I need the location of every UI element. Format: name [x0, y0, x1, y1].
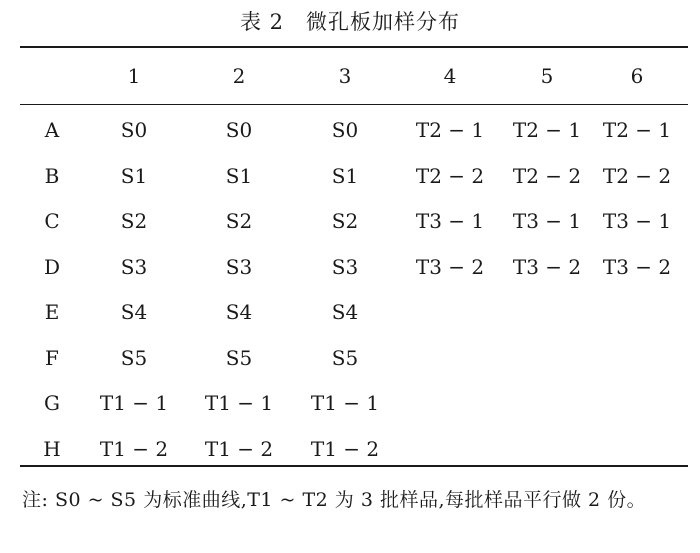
table-cell: T3 − 1 [415, 209, 485, 233]
table-cell: T1 − 1 [310, 391, 380, 415]
column-header: 6 [630, 64, 644, 88]
table-title [0, 6, 700, 36]
table-cell: S4 [120, 300, 148, 324]
row-label: H [43, 436, 61, 461]
table-cell: T2 − 2 [415, 163, 485, 188]
table-cell: T1 − 1 [99, 391, 169, 415]
table-cell: S5 [225, 345, 253, 370]
table-cell: S1 [120, 163, 148, 188]
row-label: D [43, 254, 61, 279]
table-cell: T1 − 1 [204, 391, 274, 415]
table-cell: S5 [120, 345, 148, 370]
column-header: 3 [338, 64, 352, 88]
column-header: 2 [232, 64, 246, 88]
row-label: A [44, 118, 60, 142]
column-header: 1 [127, 64, 141, 88]
table-cell: S0 [120, 118, 148, 142]
table-cell: T3 − 1 [602, 209, 672, 233]
table-cell: S2 [331, 209, 359, 233]
table-cell: T1 − 2 [204, 436, 274, 461]
table-cell: S0 [331, 118, 359, 142]
table-cell: S3 [331, 254, 359, 279]
table-title-text: 微孔板加样分布 [306, 10, 461, 34]
table-cell: S5 [331, 345, 359, 370]
table-cell: T3 − 1 [512, 209, 582, 233]
column-header: 4 [443, 64, 457, 88]
table-cell: T2 − 1 [415, 118, 485, 142]
table-top-rule [20, 46, 688, 48]
row-label: E [44, 300, 60, 324]
table-cell: S4 [225, 300, 253, 324]
column-header: 5 [540, 64, 554, 88]
table-cell: S4 [331, 300, 359, 324]
table-cell: T3 − 2 [512, 254, 582, 279]
row-label: G [44, 391, 60, 415]
table-cell: S1 [331, 163, 359, 188]
row-label: B [44, 163, 60, 188]
table-bottom-rule [20, 465, 688, 467]
table-cell: T3 − 2 [415, 254, 485, 279]
row-label: F [45, 345, 59, 370]
table-cell: S0 [225, 118, 253, 142]
table-cell: T1 − 2 [99, 436, 169, 461]
table-cell: S1 [225, 163, 253, 188]
table-cell: T2 − 1 [602, 118, 672, 142]
table-cell: S2 [120, 209, 148, 233]
table-cell: S3 [225, 254, 253, 279]
table-cell: T3 − 2 [602, 254, 672, 279]
table-note: 注: S0 ~ S5 为标准曲线,T1 ~ T2 为 3 批样品,每批样品平行做 2 份。 [22, 489, 647, 511]
row-label: C [44, 209, 60, 233]
table-cell: T2 − 1 [512, 118, 582, 142]
table-cell: T1 − 2 [310, 436, 380, 461]
table-title-number: 表 2 [239, 10, 285, 34]
table-cell: T2 − 2 [512, 163, 582, 188]
table-header-rule [20, 104, 688, 105]
table-cell: S3 [120, 254, 148, 279]
table-cell: T2 − 2 [602, 163, 672, 188]
table-cell: S2 [225, 209, 253, 233]
